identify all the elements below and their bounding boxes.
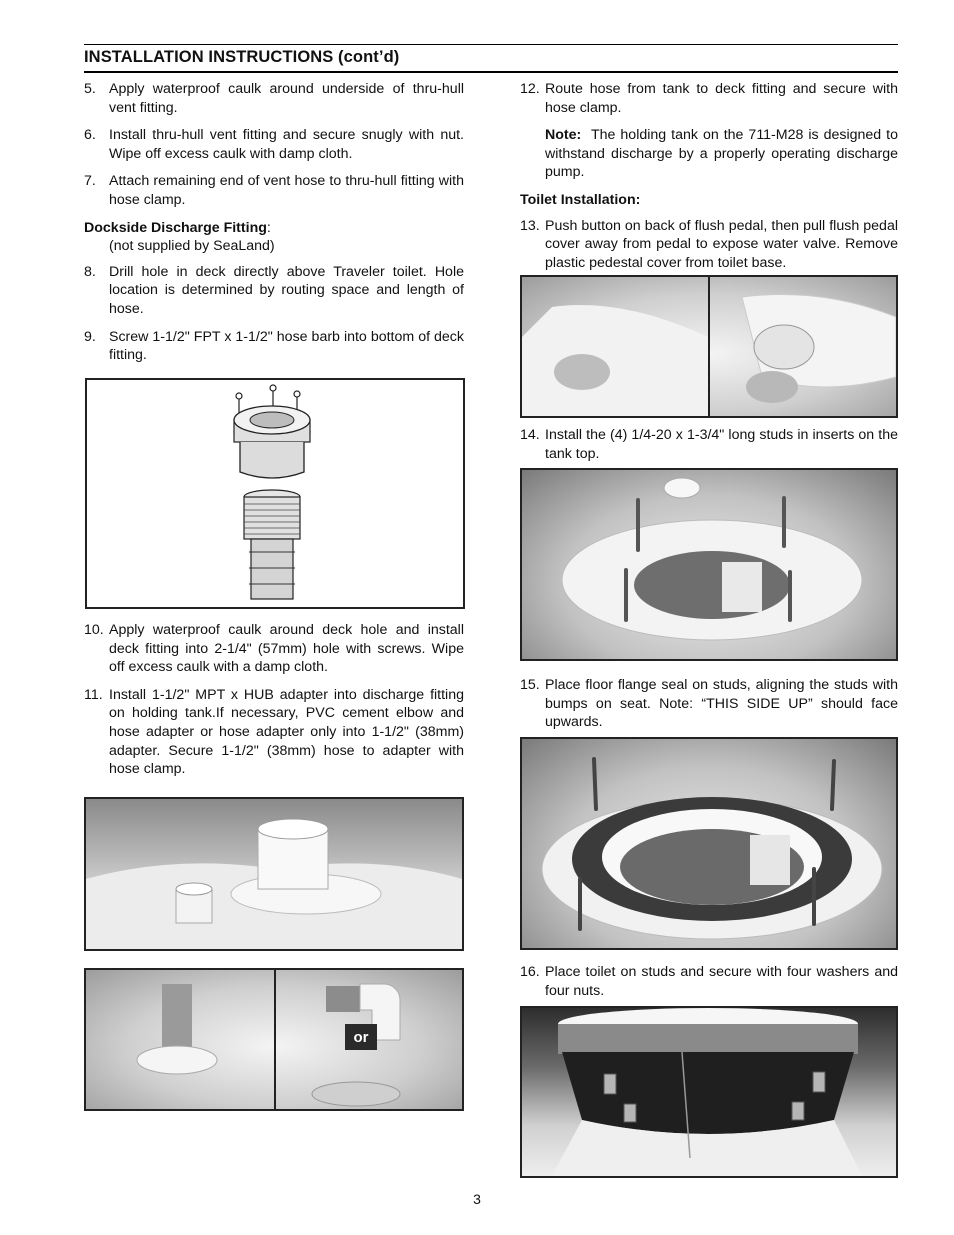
right-step-14 xyxy=(520,426,898,472)
step-10: 10. Apply waterproof caulk around deck hole and install deck fitting into 2-1/4" (57mm) hole with screws. Wipe off excess caulk with a damp cloth. xyxy=(84,622,464,676)
left-column-bottom xyxy=(84,621,464,788)
studs-graphic xyxy=(522,470,896,659)
holding-tank-note: Note: The holding tank on the 711-M28 is designed to withstand discharge by a properly operating discharge pump. xyxy=(545,127,898,181)
step-5: 5. Apply waterproof caulk around underside of thru-hull vent fitting. xyxy=(84,81,464,116)
deck-fitting-drawing xyxy=(87,380,463,607)
step-7: 7. Attach remaining end of vent hose to thru-hull fitting with hose clamp. xyxy=(84,173,464,208)
step-11: 11. Install 1-1/2" MPT x HUB adapter into discharge fitting on holding tank.If necessary, PVC cement elbow and hose adapter or hose adapter only into 1-1/2" (38mm) adapter. Secure 1-1/2" (38mm) hose to adapter with hose clamp. xyxy=(84,686,464,778)
tank-adapter-photo xyxy=(84,797,464,951)
studs-photo xyxy=(520,468,898,661)
dockside-section-heading: Dockside Discharge Fitting: (not supplied by SeaLand) xyxy=(84,219,464,256)
toilet-mounting-graphic xyxy=(522,1008,896,1176)
page-number: 3 xyxy=(473,1191,481,1207)
step-9: 9. Screw 1-1/2" FPT x 1-1/2" hose barb into bottom of deck fitting. xyxy=(84,328,464,364)
left-column-top xyxy=(84,80,464,374)
section-header xyxy=(84,44,898,73)
pedal-cover-photos xyxy=(520,275,898,418)
page-title: INSTALLATION INSTRUCTIONS (cont’d) xyxy=(84,48,400,66)
step-16: 16. Place toilet on studs and secure with four washers and four nuts. xyxy=(520,964,898,999)
pedal-photo-divider xyxy=(708,277,710,416)
step-14: 14. Install the (4) 1/4-20 x 1-3/4" long studs in inserts on the tank top. xyxy=(520,427,898,462)
step-6: 6. Install thru-hull vent fitting and secure snugly with nut. Wipe off excess caulk with damp cloth. xyxy=(84,127,464,162)
tank-adapter-graphic xyxy=(86,799,462,949)
step-8: 8. Drill hole in deck directly above Traveler toilet. Hole location is determined by routing space and length of hose. xyxy=(84,263,464,317)
right-step-15 xyxy=(520,676,898,741)
right-column-top xyxy=(520,80,898,281)
right-step-16 xyxy=(520,963,898,1009)
adapter-options-photo xyxy=(84,968,464,1111)
step-15: 15. Place floor flange seal on studs, aligning the studs with bumps on seat. Note: “THIS SIDE UP” should face upwards. xyxy=(520,677,898,731)
step-12: 12. Route hose from tank to deck fitting and secure with hose clamp. xyxy=(520,81,898,116)
toilet-mounting-photo xyxy=(520,1006,898,1178)
or-label: or xyxy=(345,1024,377,1050)
flange-seal-photo xyxy=(520,737,898,950)
toilet-installation-heading: Toilet Installation: xyxy=(520,191,641,208)
deck-fitting-illustration xyxy=(85,378,465,609)
photo-divider xyxy=(274,970,276,1109)
flange-seal-graphic xyxy=(522,739,896,948)
step-13: 13. Push button on back of flush pedal, then pull flush pedal cover away from pedal to expose water valve. Remove plastic pedestal cover from toilet base. xyxy=(520,217,898,271)
dockside-note: (not supplied by SeaLand) xyxy=(109,238,275,255)
